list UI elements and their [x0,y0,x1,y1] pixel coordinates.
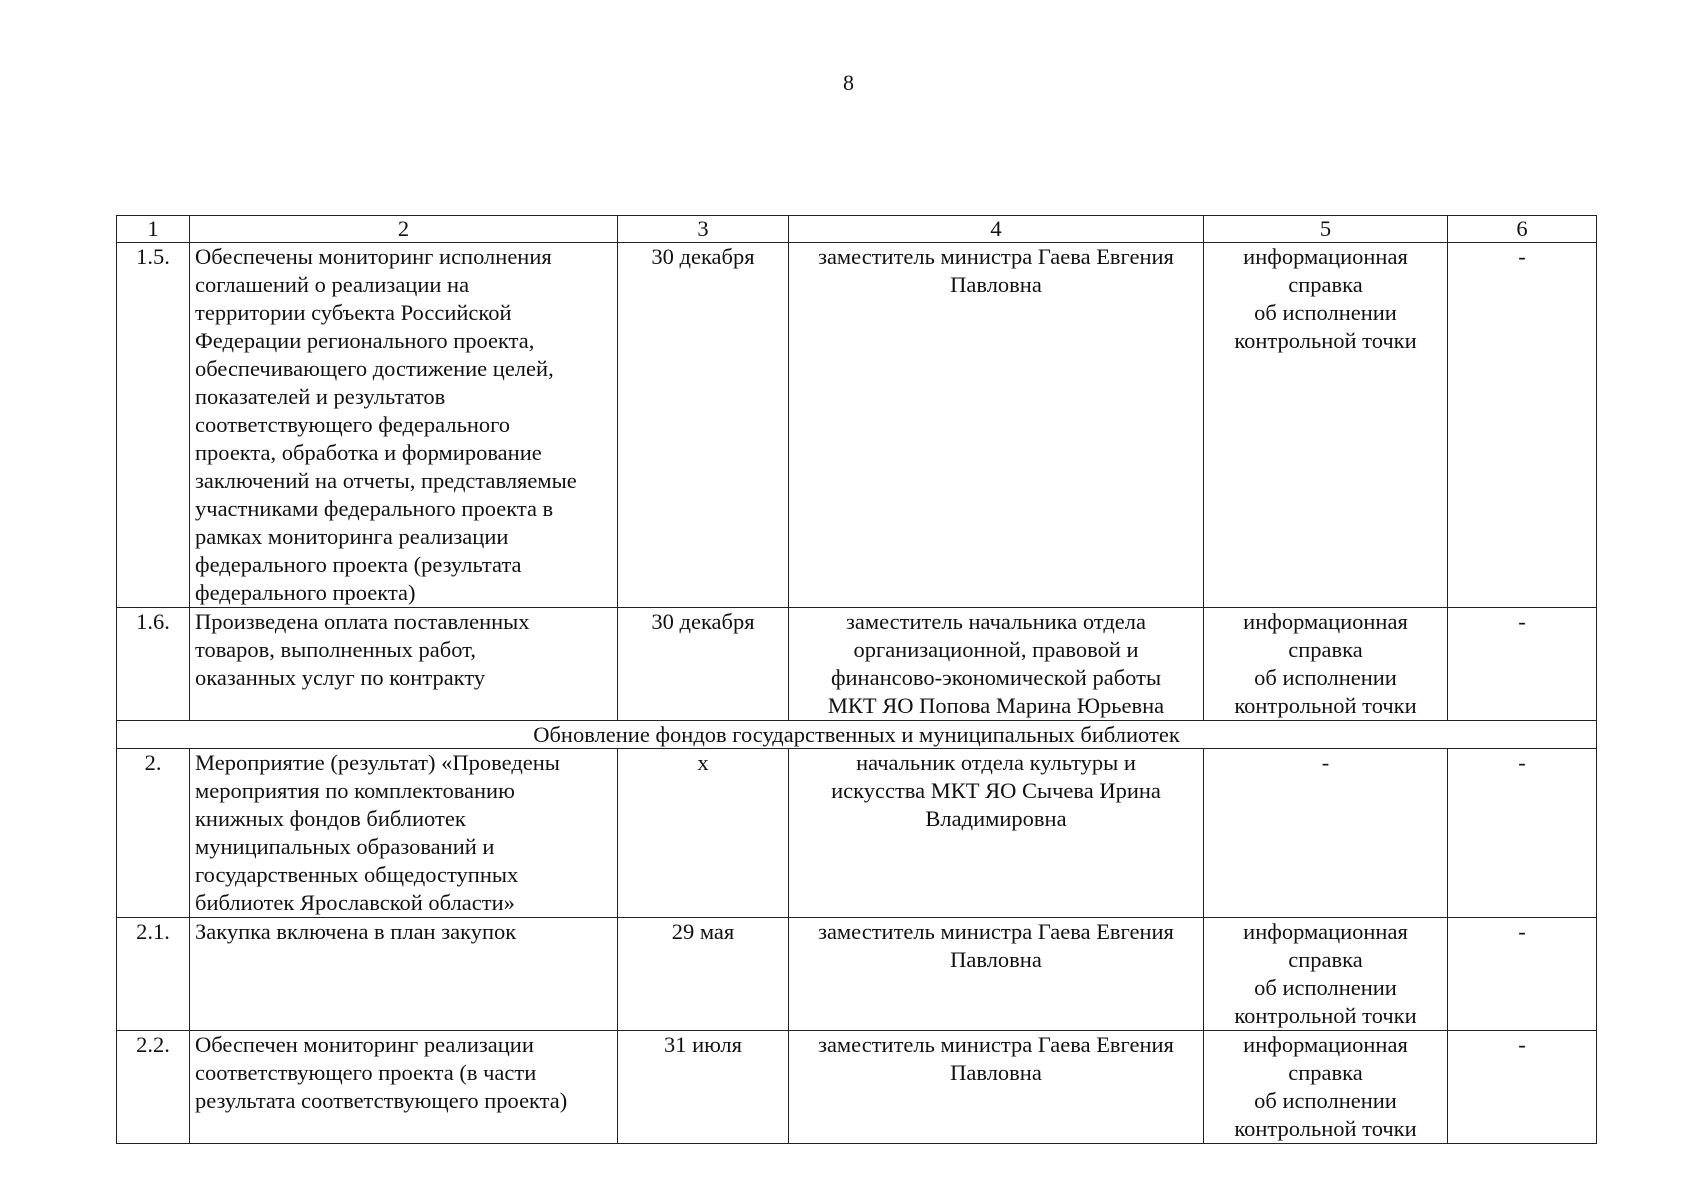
column-number: 1 [117,216,190,243]
row-document-line: об исполнении [1254,1088,1397,1113]
row-description [190,1031,618,1144]
row-description-line: государственных общедоступных [195,862,519,887]
row-description-line: книжных фондов библиотек [195,806,466,831]
row-description-line: Произведена оплата поставленных [195,609,530,634]
row-number: 1.6. [117,608,190,721]
row-document-line: об исполнении [1254,975,1397,1000]
row-document-line: справка [1288,1060,1363,1085]
row-document [1204,1031,1448,1144]
row-document-line: об исполнении [1254,300,1397,325]
row-document-line: контрольной точки [1234,693,1417,718]
row-description [190,243,618,608]
row-extra: - [1448,608,1597,721]
table-row [117,608,1597,721]
row-responsible-line: начальник отдела культуры и [856,750,1136,775]
row-document-line: контрольной точки [1234,328,1417,353]
page-number: 8 [843,70,854,95]
row-description-line: библиотек Ярославской области» [195,890,515,915]
row-document-line: справка [1288,947,1363,972]
column-number: 6 [1448,216,1597,243]
row-description-line: мероприятия по комплектованию [195,778,515,803]
row-document [1204,918,1448,1031]
row-description-line: заключений на отчеты, представляемые [195,468,577,493]
row-document-line: об исполнении [1254,665,1397,690]
row-description-line: соответствующего федерального [195,412,511,437]
row-number: 1.5. [117,243,190,608]
row-extra: - [1448,749,1597,918]
row-document-line: - [1321,750,1330,775]
row-responsible [789,918,1204,1031]
row-date: 30 декабря [618,608,789,721]
row-description-line: показателей и результатов [195,384,446,409]
row-document-line: контрольной точки [1234,1003,1417,1028]
row-responsible-line: финансово-экономической работы [830,665,1162,690]
row-extra: - [1448,243,1597,608]
column-numbers-row [117,216,1597,243]
column-number: 3 [618,216,789,243]
row-date: х [618,749,789,918]
row-document-line: информационная [1243,244,1408,269]
row-responsible-line: искусства МКТ ЯО Сычева Ирина [831,778,1161,803]
row-description-line: обеспечивающего достижение целей, [195,356,554,381]
table-row [117,918,1597,1031]
row-description-line: федерального проекта (результата [195,552,522,577]
row-responsible-line: Владимировна [925,806,1067,831]
row-responsible-line: Павловна [950,272,1042,297]
row-description-line: Обеспечен мониторинг реализации [195,1032,534,1057]
row-responsible-line: Павловна [950,1060,1042,1085]
row-description-line: соглашений о реализации на [195,272,470,297]
row-description-line: товаров, выполненных работ, [195,637,476,662]
row-document-line: информационная [1243,1032,1408,1057]
row-description [190,749,618,918]
row-description-line: Закупка включена в план закупок [195,919,517,944]
row-description [190,918,618,1031]
column-number: 4 [789,216,1204,243]
row-document [1204,608,1448,721]
column-number: 2 [190,216,618,243]
row-extra: - [1448,918,1597,1031]
column-number: 5 [1204,216,1448,243]
row-document-line: информационная [1243,919,1408,944]
table-row [117,749,1597,918]
section-row [117,721,1597,749]
row-extra: - [1448,1031,1597,1144]
row-document-line: справка [1288,272,1363,297]
row-description-line: проекта, обработка и формирование [195,440,542,465]
row-description-line: федерального проекта) [195,580,416,605]
row-responsible-line: Павловна [950,947,1042,972]
table-row [117,243,1597,608]
row-document-line: информационная [1243,609,1408,634]
row-description-line: территории субъекта Российской [195,300,512,325]
row-responsible [789,608,1204,721]
row-number: 2. [117,749,190,918]
row-document-line: справка [1288,637,1363,662]
row-responsible [789,1031,1204,1144]
row-description-line: Федерации регионального проекта, [195,328,535,353]
row-date: 31 июля [618,1031,789,1144]
row-description-line: оказанных услуг по контракту [195,665,486,690]
row-responsible [789,243,1204,608]
row-description-line: результата соответствующего проекта) [195,1088,568,1113]
row-responsible-line: заместитель начальника отдела [846,609,1146,634]
row-number: 2.2. [117,1031,190,1144]
row-description-line: Обеспечены мониторинг исполнения [195,244,552,269]
row-description-line: соответствующего проекта (в части [195,1060,537,1085]
row-date: 29 мая [618,918,789,1031]
row-date: 30 декабря [618,243,789,608]
row-document [1204,749,1448,918]
row-description-line: муниципальных образований и [195,834,495,859]
row-responsible [789,749,1204,918]
row-responsible-line: МКТ ЯО Попова Марина Юрьевна [827,693,1165,718]
row-document [1204,243,1448,608]
row-responsible-line: организационной, правовой и [853,637,1139,662]
table-row [117,1031,1597,1144]
row-description-line: Мероприятие (результат) «Проведены [195,750,560,775]
row-description-line: участниками федерального проекта в [195,496,554,521]
row-number: 2.1. [117,918,190,1031]
row-description [190,608,618,721]
control-points-table [116,215,1597,1144]
row-responsible-line: заместитель министра Гаева Евгения [818,244,1174,269]
row-responsible-line: заместитель министра Гаева Евгения [818,1032,1174,1057]
row-description-line: рамках мониторинга реализации [195,524,509,549]
section-title: Обновление фондов государственных и муниципальных библиотек [117,721,1597,749]
row-document-line: контрольной точки [1234,1116,1417,1141]
row-responsible-line: заместитель министра Гаева Евгения [818,919,1174,944]
